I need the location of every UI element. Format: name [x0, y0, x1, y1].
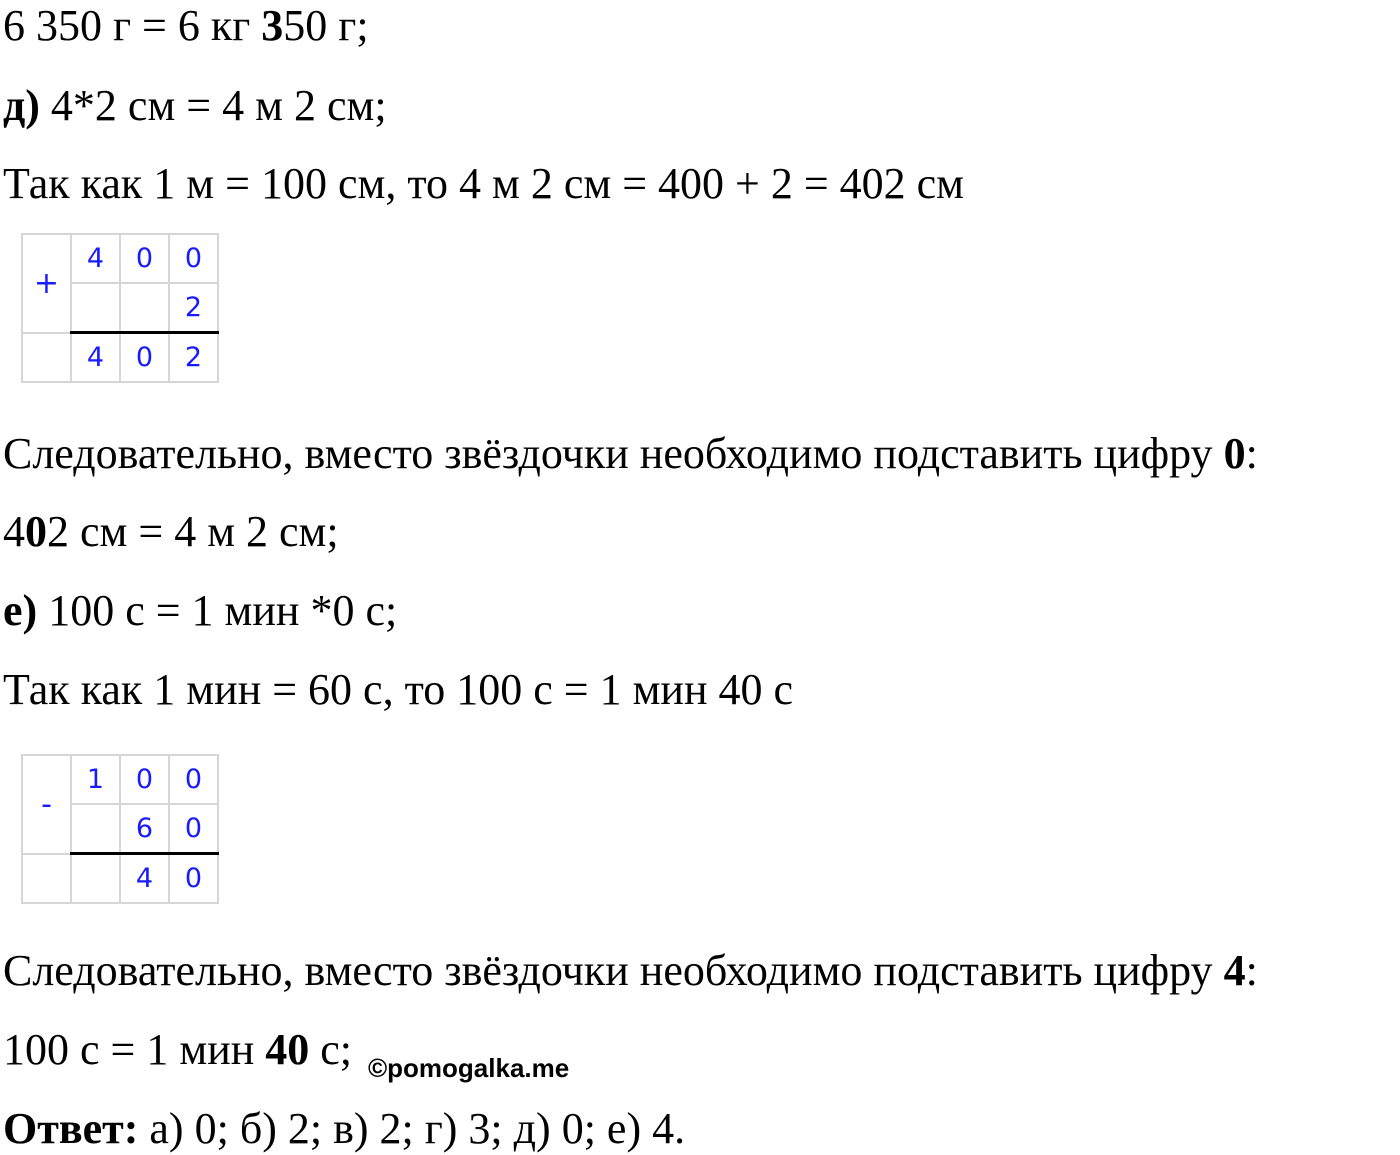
text: Так как 1 м = 100 см, то 4 м 2 см = 400 + 2 = 402 см	[3, 159, 965, 208]
text: 100 с = 1 мин	[3, 1025, 266, 1074]
minus-operator: -	[22, 755, 71, 854]
digit-cell: 1	[71, 755, 120, 804]
bold-digit: 0	[25, 507, 47, 556]
plus-operator: +	[22, 234, 71, 333]
digit-cell: 4	[71, 234, 120, 283]
final-answer	[3, 1103, 685, 1155]
answer-label: Ответ:	[3, 1104, 139, 1153]
result-cell: 0	[169, 854, 218, 904]
task-d-explanation	[3, 158, 964, 210]
text: 100 с = 1 мин *0 с;	[37, 586, 398, 635]
result-cell: 4	[120, 854, 169, 904]
text: :	[1245, 429, 1258, 478]
empty-cell	[22, 854, 71, 904]
digit-cell: 6	[120, 804, 169, 854]
line-mass-conversion	[3, 0, 369, 52]
result-cell: 2	[169, 333, 218, 383]
result-cell	[71, 854, 120, 904]
text: с;	[309, 1025, 353, 1074]
digit-cell: 0	[120, 755, 169, 804]
digit-cell	[71, 804, 120, 854]
column-addition	[21, 233, 219, 383]
task-letter: е)	[3, 586, 38, 635]
conclusion-d	[3, 428, 1258, 480]
text: Следовательно, вместо звёздочки необходимо подставить цифру	[3, 946, 1224, 995]
column-subtraction	[21, 754, 219, 904]
digit-cell: 0	[169, 804, 218, 854]
digit-cell: 0	[120, 234, 169, 283]
result-cell: 4	[71, 333, 120, 383]
empty-cell	[22, 333, 71, 383]
task-letter: д)	[3, 81, 40, 130]
result-cell: 0	[120, 333, 169, 383]
digit-cell: 2	[169, 283, 218, 333]
text: 6 350 г = 6 кг	[3, 1, 262, 50]
digit-cell	[71, 283, 120, 333]
text: 50 г;	[283, 1, 369, 50]
text: :	[1245, 946, 1258, 995]
text: 4	[3, 507, 25, 556]
task-e-heading	[3, 585, 397, 637]
conclusion-e	[3, 945, 1258, 997]
task-d-heading	[3, 80, 387, 132]
bold-digit: 40	[265, 1025, 310, 1074]
task-e-explanation	[3, 664, 793, 716]
text: Следовательно, вместо звёздочки необходимо подставить цифру	[3, 429, 1224, 478]
text: а) 0; б) 2; в) 2; г) 3; д) 0; е) 4.	[138, 1104, 686, 1153]
result-e	[3, 1024, 352, 1076]
digit-cell: 0	[169, 234, 218, 283]
answer-digit: 4	[1223, 946, 1246, 995]
answer-digit: 0	[1223, 429, 1246, 478]
text: 2 см = 4 м 2 см;	[47, 507, 339, 556]
text: 4*2 см = 4 м 2 см;	[39, 81, 387, 130]
text: Так как 1 мин = 60 с, то 100 с = 1 мин 40 с	[3, 665, 794, 714]
digit-cell: 0	[169, 755, 218, 804]
bold-digit: 3	[261, 1, 284, 50]
result-d	[3, 506, 339, 558]
digit-cell	[120, 283, 169, 333]
watermark: ©pomogalka.me	[368, 1053, 570, 1083]
